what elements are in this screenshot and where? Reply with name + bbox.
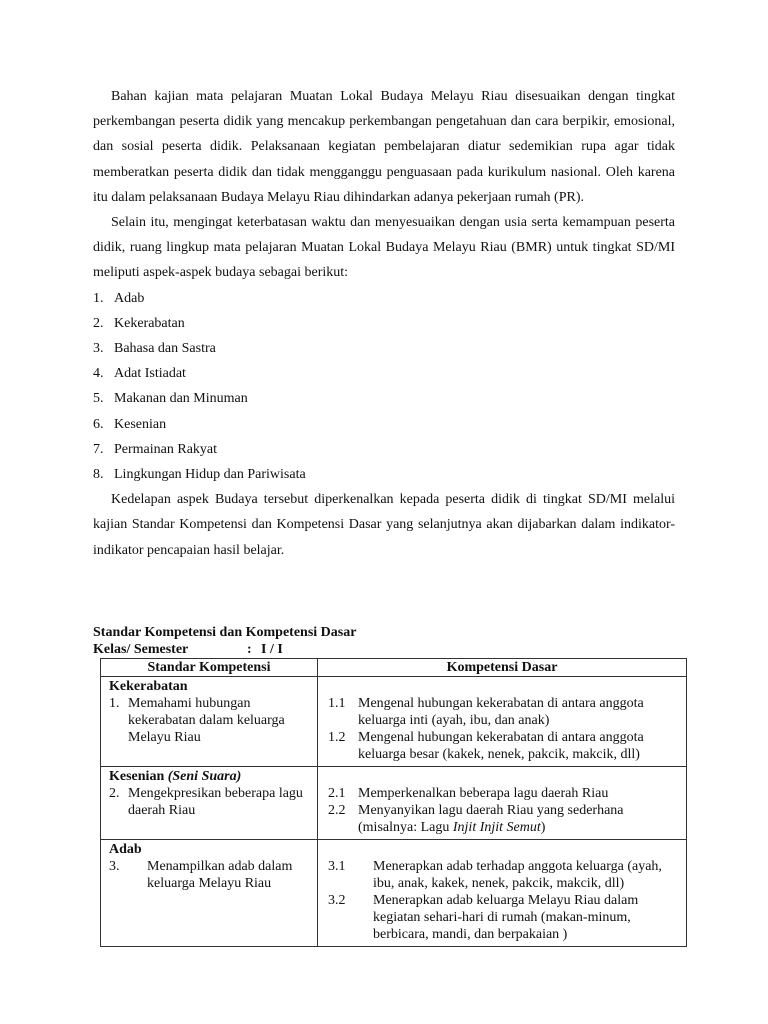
- intro-paragraph-2: Selain itu, mengingat keterbatasan waktu dan menyesuaikan dengan usia serta kemampuan peserta didik, ruang lingkup mata pelajaran Muatan Lokal Budaya Melayu Riau (BMR) untuk tingkat SD/MI meliputi aspek-aspek budaya sebagai berikut:: [93, 215, 675, 281]
- aspect-list: [93, 286, 675, 488]
- intro-text: [93, 84, 675, 563]
- intro-paragraph-1: Bahan kajian mata pelajaran Muatan Lokal Budaya Melayu Riau disesuaikan dengan tingkat perkembangan peserta didik yang mencakup perkembangan pengetahuan dan cara berpikir, emosional, dan sosial peserta didik. Pelaksanaan kegiatan pembelajaran diatur sedemikian rupa agar tidak memberatkan peserta didik dan tidak mengganggu penguasaan pada kurikulum nasional. Oleh karena itu dalam pelaksanaan Budaya Melayu Riau dihindarkan adanya pekerjaan rumah (PR).: [93, 89, 675, 205]
- kd-item: 1.2 Mengenal hubungan kekerabatan di antara anggota keluarga besar (kakek, nenek, pakcik, makcik, dll): [328, 730, 644, 762]
- list-item: 7. Permainan Rakyat: [93, 441, 218, 457]
- class-semester-line: [93, 641, 653, 658]
- kd-cell: [318, 677, 687, 767]
- list-item: 1. Adab: [93, 290, 145, 306]
- table-row: [101, 677, 687, 767]
- list-item: 4. Adat Istiadat: [93, 366, 186, 382]
- column-header-kd: Kompetensi Dasar: [318, 659, 687, 677]
- sk-group-title: Adab: [109, 842, 142, 857]
- kd-item: 2.2 Menyanyikan lagu daerah Riau yang sederhana (misalnya: Lagu Injit Injit Semut): [328, 803, 624, 835]
- kd-item: 1.1 Mengenal hubungan kekerabatan di antara anggota keluarga inti (ayah, ibu, dan anak): [328, 696, 644, 728]
- table-row: [101, 840, 687, 947]
- sk-item: 3. Menampilkan adab dalam keluarga Melayu Riau: [109, 859, 293, 891]
- list-item: 5. Makanan dan Minuman: [93, 391, 248, 407]
- class-separator: :: [247, 642, 252, 657]
- class-value: I / I: [261, 642, 283, 657]
- list-item: 6. Kesenian: [93, 416, 167, 432]
- sk-group-title: Kesenian (Seni Suara): [109, 769, 242, 784]
- kd-item: 2.1 Memperkenalkan beberapa lagu daerah Riau: [328, 786, 609, 801]
- sk-item: 2. Mengekpresikan beberapa lagu daerah Riau: [109, 786, 303, 818]
- kd-item: 3.2 Menerapkan adab keluarga Melayu Riau dalam kegiatan sehari-hari di rumah (makan-minum, berbicara, mandi, dan berpakaian ): [328, 893, 639, 942]
- section-title: Standar Kompetensi dan Kompetensi Dasar: [93, 625, 357, 640]
- kd-cell: [318, 767, 687, 840]
- column-header-sk: Standar Kompetensi: [101, 659, 318, 677]
- class-label: Kelas/ Semester: [93, 642, 189, 657]
- intro-paragraph-3: Kedelapan aspek Budaya tersebut diperkenalkan kepada peserta didik di tingkat SD/MI melalui kajian Standar Kompetensi dan Kompetensi Dasar yang selanjutnya akan dijabarkan dalam indikator-indikator pencapaian hasil belajar.: [93, 492, 675, 558]
- sk-cell: [101, 767, 318, 840]
- section-heading: [93, 624, 653, 658]
- table-row: [101, 767, 687, 840]
- table-header-row: [101, 659, 687, 677]
- sk-group-title: Kekerabatan: [109, 679, 188, 694]
- list-item: 3. Bahasa dan Sastra: [93, 341, 216, 357]
- sk-cell: [101, 840, 318, 947]
- list-item: 2. Kekerabatan: [93, 315, 185, 331]
- list-item: 8. Lingkungan Hidup dan Pariwisata: [93, 467, 306, 483]
- kd-cell: [318, 840, 687, 947]
- competency-table: [100, 658, 687, 947]
- sk-item: 1. Memahami hubungan kekerabatan dalam keluarga Melayu Riau: [109, 696, 285, 745]
- kd-item: 3.1 Menerapkan adab terhadap anggota keluarga (ayah, ibu, anak, kakek, nenek, pakcik, makcik, dll): [328, 859, 662, 891]
- sk-cell: [101, 677, 318, 767]
